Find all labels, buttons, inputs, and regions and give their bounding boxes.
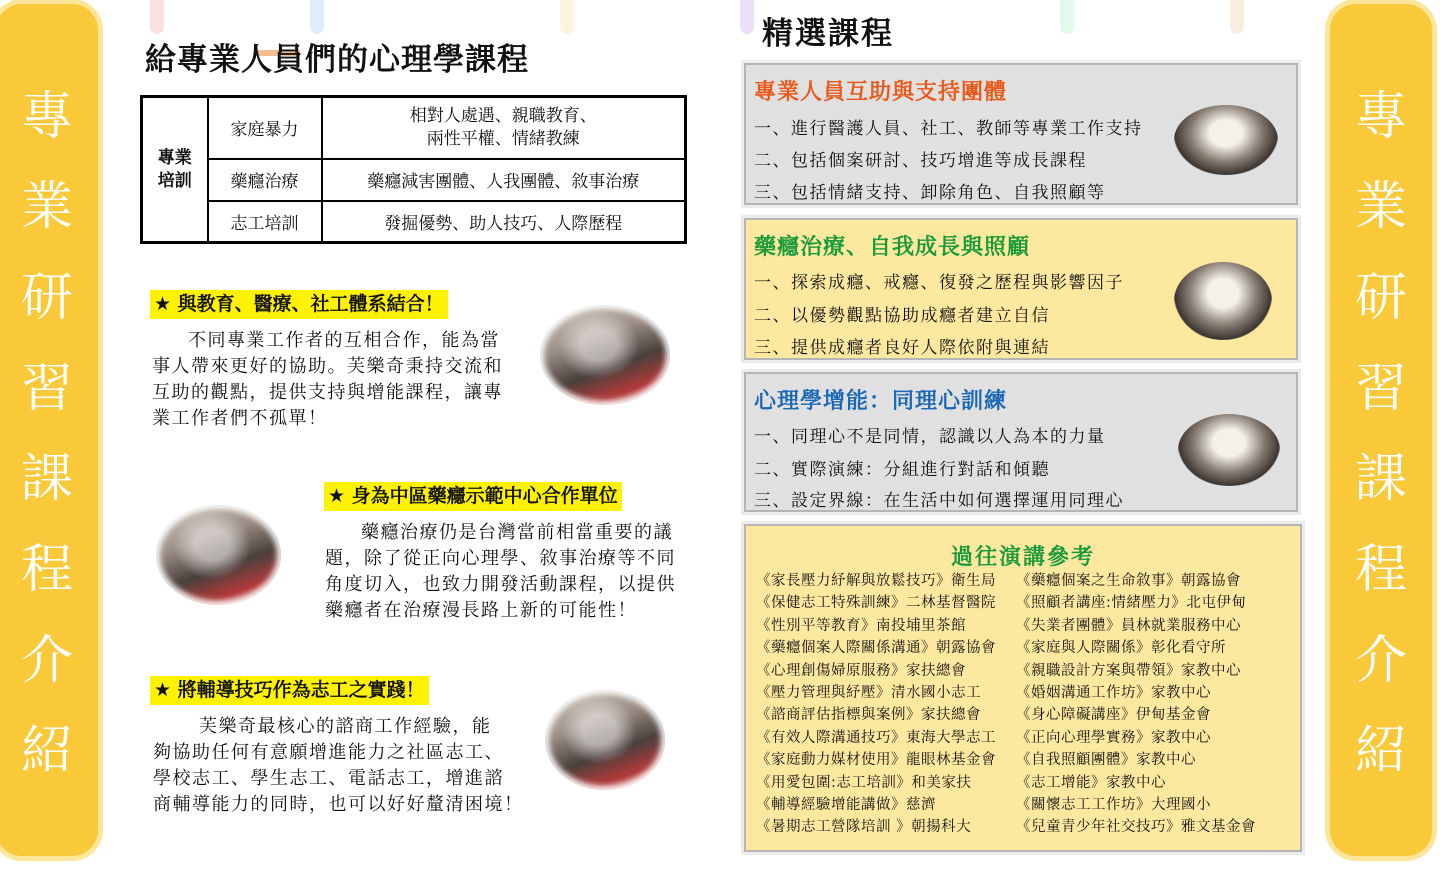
paragraph-line: 藥癮治療仍是台灣當前相當重要的議 bbox=[361, 522, 673, 543]
pencil-decoration bbox=[310, 0, 324, 34]
banner-char: 課 bbox=[1354, 449, 1407, 510]
past-lectures-column-2 bbox=[1016, 570, 1256, 839]
banner-char: 紹 bbox=[20, 721, 73, 782]
list-item: 《保健志工特殊訓練》二林基督醫院 bbox=[756, 595, 996, 612]
list-item: 《身心障礙講座》伊甸基金會 bbox=[1016, 707, 1211, 724]
course-box-title: 心理學增能：同理心訓練 bbox=[754, 389, 1008, 414]
paragraph-line: 夠協助任何有意願增進能力之社區志工、 bbox=[153, 742, 504, 763]
list-item: 《失業者團體》員林就業服務中心 bbox=[1016, 617, 1241, 634]
section-paragraph bbox=[152, 328, 503, 432]
past-lectures-box bbox=[744, 524, 1302, 852]
paragraph-line: 不同專業工作者的互相合作，能為當 bbox=[188, 330, 500, 351]
category-label: 專業 bbox=[157, 147, 192, 168]
section-heading: ★ 身為中區藥癮示範中心合作單位 bbox=[324, 482, 622, 511]
banner-char: 習 bbox=[20, 358, 73, 419]
pencil-decoration bbox=[1060, 0, 1074, 34]
paragraph-line: 互助的觀點，提供支持與增能課程，讓專 bbox=[152, 382, 503, 403]
course-box-line: 三、包括情緒支持、卸除角色、自我照顧等 bbox=[754, 183, 1106, 203]
banner-char: 專 bbox=[20, 86, 73, 147]
left-side-banner bbox=[0, 4, 98, 856]
list-item: 《藥癮個案人際關係溝通》朝露協會 bbox=[756, 640, 996, 657]
section-heading: ★ 與教育、醫療、社工體系結合！ bbox=[150, 290, 448, 319]
photo-image bbox=[1174, 262, 1272, 340]
paragraph-line: 學校志工、學生志工、電話志工，增進諮 bbox=[153, 768, 504, 789]
section-heading: ★ 將輔導技巧作為志工之實踐！ bbox=[150, 676, 429, 705]
content-line: 兩性平權、情緒教練 bbox=[426, 128, 580, 149]
list-item: 《家長壓力紓解與放鬆技巧》衛生局 bbox=[756, 573, 996, 589]
banner-char: 介 bbox=[1354, 630, 1407, 691]
list-item: 《關懷志工工作坊》大理國小 bbox=[1016, 796, 1211, 813]
list-item: 《輔導經驗增能講做》慈濟 bbox=[756, 796, 936, 813]
course-box-line: 三、設定界線：在生活中如何選擇運用同理心 bbox=[754, 491, 1124, 511]
banner-char: 程 bbox=[20, 539, 73, 600]
course-box-support-group bbox=[744, 63, 1298, 205]
content-cell bbox=[322, 97, 686, 159]
photo-image bbox=[540, 305, 670, 405]
list-item: 《心理創傷婦原服務》家扶總會 bbox=[756, 662, 966, 679]
list-item: 《暑期志工營隊培訓 》朝揚科大 bbox=[756, 819, 972, 836]
list-item: 《正向心理學實務》家教中心 bbox=[1016, 729, 1211, 746]
list-item: 《婚姻溝通工作坊》家教中心 bbox=[1016, 684, 1211, 701]
course-box-line: 一、進行醫護人員、社工、教師等專業工作支持 bbox=[754, 119, 1143, 139]
featured-courses-title: 精選課程 bbox=[762, 16, 894, 52]
paragraph-line: 角度切入，也致力開發活動課程，以提供 bbox=[325, 574, 676, 595]
list-item: 《性別平等教育》南投埔里茶館 bbox=[756, 617, 966, 634]
course-box-line: 二、包括個案研討、技巧增進等成長課程 bbox=[754, 151, 1087, 171]
list-item: 《兒童青少年社交技巧》雅文基金會 bbox=[1016, 819, 1256, 836]
paragraph-line: 藥癮者在治療漫長路上新的可能性！ bbox=[325, 600, 637, 621]
banner-char: 業 bbox=[20, 177, 73, 238]
list-item: 《用愛包圍:志工培訓》和美家扶 bbox=[756, 774, 972, 791]
list-item: 《親職設計方案與帶領》家教中心 bbox=[1016, 662, 1241, 679]
course-box-line: 二、以優勢觀點協助成癮者建立自信 bbox=[754, 306, 1050, 326]
course-box-title: 藥癮治療、自我成長與照顧 bbox=[754, 235, 1031, 260]
table-row bbox=[142, 97, 686, 159]
table-row bbox=[142, 159, 686, 201]
topic-cell: 家庭暴力 bbox=[208, 97, 322, 159]
table-row bbox=[142, 201, 686, 243]
content-cell: 發掘優勢、助人技巧、人際歷程 bbox=[322, 201, 686, 243]
pencil-decoration bbox=[150, 0, 164, 34]
list-item: 《壓力管理與紓壓》清水國小志工 bbox=[756, 684, 981, 701]
course-box-line: 一、探索成癮、戒癮、復發之歷程與影響因子 bbox=[754, 273, 1124, 293]
banner-char: 研 bbox=[20, 267, 73, 328]
list-item: 《家庭動力媒材使用》龍眼林基金會 bbox=[756, 752, 996, 769]
banner-char: 業 bbox=[1354, 177, 1407, 238]
paragraph-line: 題，除了從正向心理學、敘事治療等不同 bbox=[325, 548, 676, 569]
paragraph-line: 業工作者們不孤單！ bbox=[152, 408, 328, 429]
course-box-line: 一、同理心不是同情，認識以人為本的力量 bbox=[754, 427, 1106, 447]
banner-char: 習 bbox=[1354, 358, 1407, 419]
category-cell bbox=[142, 97, 208, 243]
photo-image bbox=[545, 690, 665, 790]
list-item: 《有效人際溝通技巧》東海大學志工 bbox=[756, 729, 996, 746]
photo-image bbox=[1178, 414, 1280, 486]
list-item: 《自我照顧團體》家教中心 bbox=[1016, 752, 1196, 769]
topic-cell: 藥癮治療 bbox=[208, 159, 322, 201]
training-table bbox=[140, 95, 687, 244]
banner-char: 紹 bbox=[1354, 721, 1407, 782]
paragraph-line: 商輔導能力的同時，也可以好好釐清困境！ bbox=[153, 794, 524, 815]
content-cell: 藥癮減害團體、人我團體、敘事治療 bbox=[322, 159, 686, 201]
page-title: 給專業人員們的心理學課程 bbox=[145, 42, 529, 78]
pencil-decoration bbox=[740, 0, 754, 34]
topic-cell: 志工培訓 bbox=[208, 201, 322, 243]
paragraph-line: 芙樂奇最核心的諮商工作經驗，能 bbox=[199, 716, 492, 737]
banner-char: 專 bbox=[1354, 86, 1407, 147]
category-label: 培訓 bbox=[157, 170, 192, 191]
photo-image bbox=[156, 505, 281, 605]
course-box-line: 三、提供成癮者良好人際依附與連結 bbox=[754, 338, 1050, 358]
list-item: 《家庭與人際關係》彰化看守所 bbox=[1016, 640, 1226, 657]
content-line: 相對人處遇、親職教育、 bbox=[409, 105, 597, 126]
list-item: 《諮商評估指標與案例》家扶總會 bbox=[756, 707, 981, 724]
photo-image bbox=[1174, 105, 1278, 175]
pencil-decoration bbox=[1230, 0, 1244, 34]
pencil-decoration bbox=[560, 0, 574, 34]
banner-char: 研 bbox=[1354, 267, 1407, 328]
section-paragraph bbox=[325, 520, 676, 624]
past-lectures-title: 過往演講參考 bbox=[950, 545, 1095, 570]
past-lectures-column-1 bbox=[756, 570, 996, 839]
banner-char: 課 bbox=[20, 449, 73, 510]
list-item: 《照顧者講座:情緒壓力》北屯伊甸 bbox=[1016, 595, 1247, 612]
course-box-addiction bbox=[744, 218, 1298, 360]
course-box-title: 專業人員互助與支持團體 bbox=[754, 80, 1008, 105]
list-item: 《志工增能》家教中心 bbox=[1016, 774, 1166, 791]
course-box-line: 二、實際演練：分組進行對話和傾聽 bbox=[754, 460, 1050, 480]
banner-char: 介 bbox=[20, 630, 73, 691]
section-paragraph bbox=[153, 714, 524, 818]
paragraph-line: 事人帶來更好的協助。芙樂奇秉持交流和 bbox=[152, 356, 503, 377]
list-item: 《藥癮個案之生命敘事》朝露協會 bbox=[1016, 573, 1241, 589]
right-side-banner bbox=[1330, 4, 1432, 856]
banner-char: 程 bbox=[1354, 539, 1407, 600]
course-box-empathy bbox=[744, 372, 1298, 512]
